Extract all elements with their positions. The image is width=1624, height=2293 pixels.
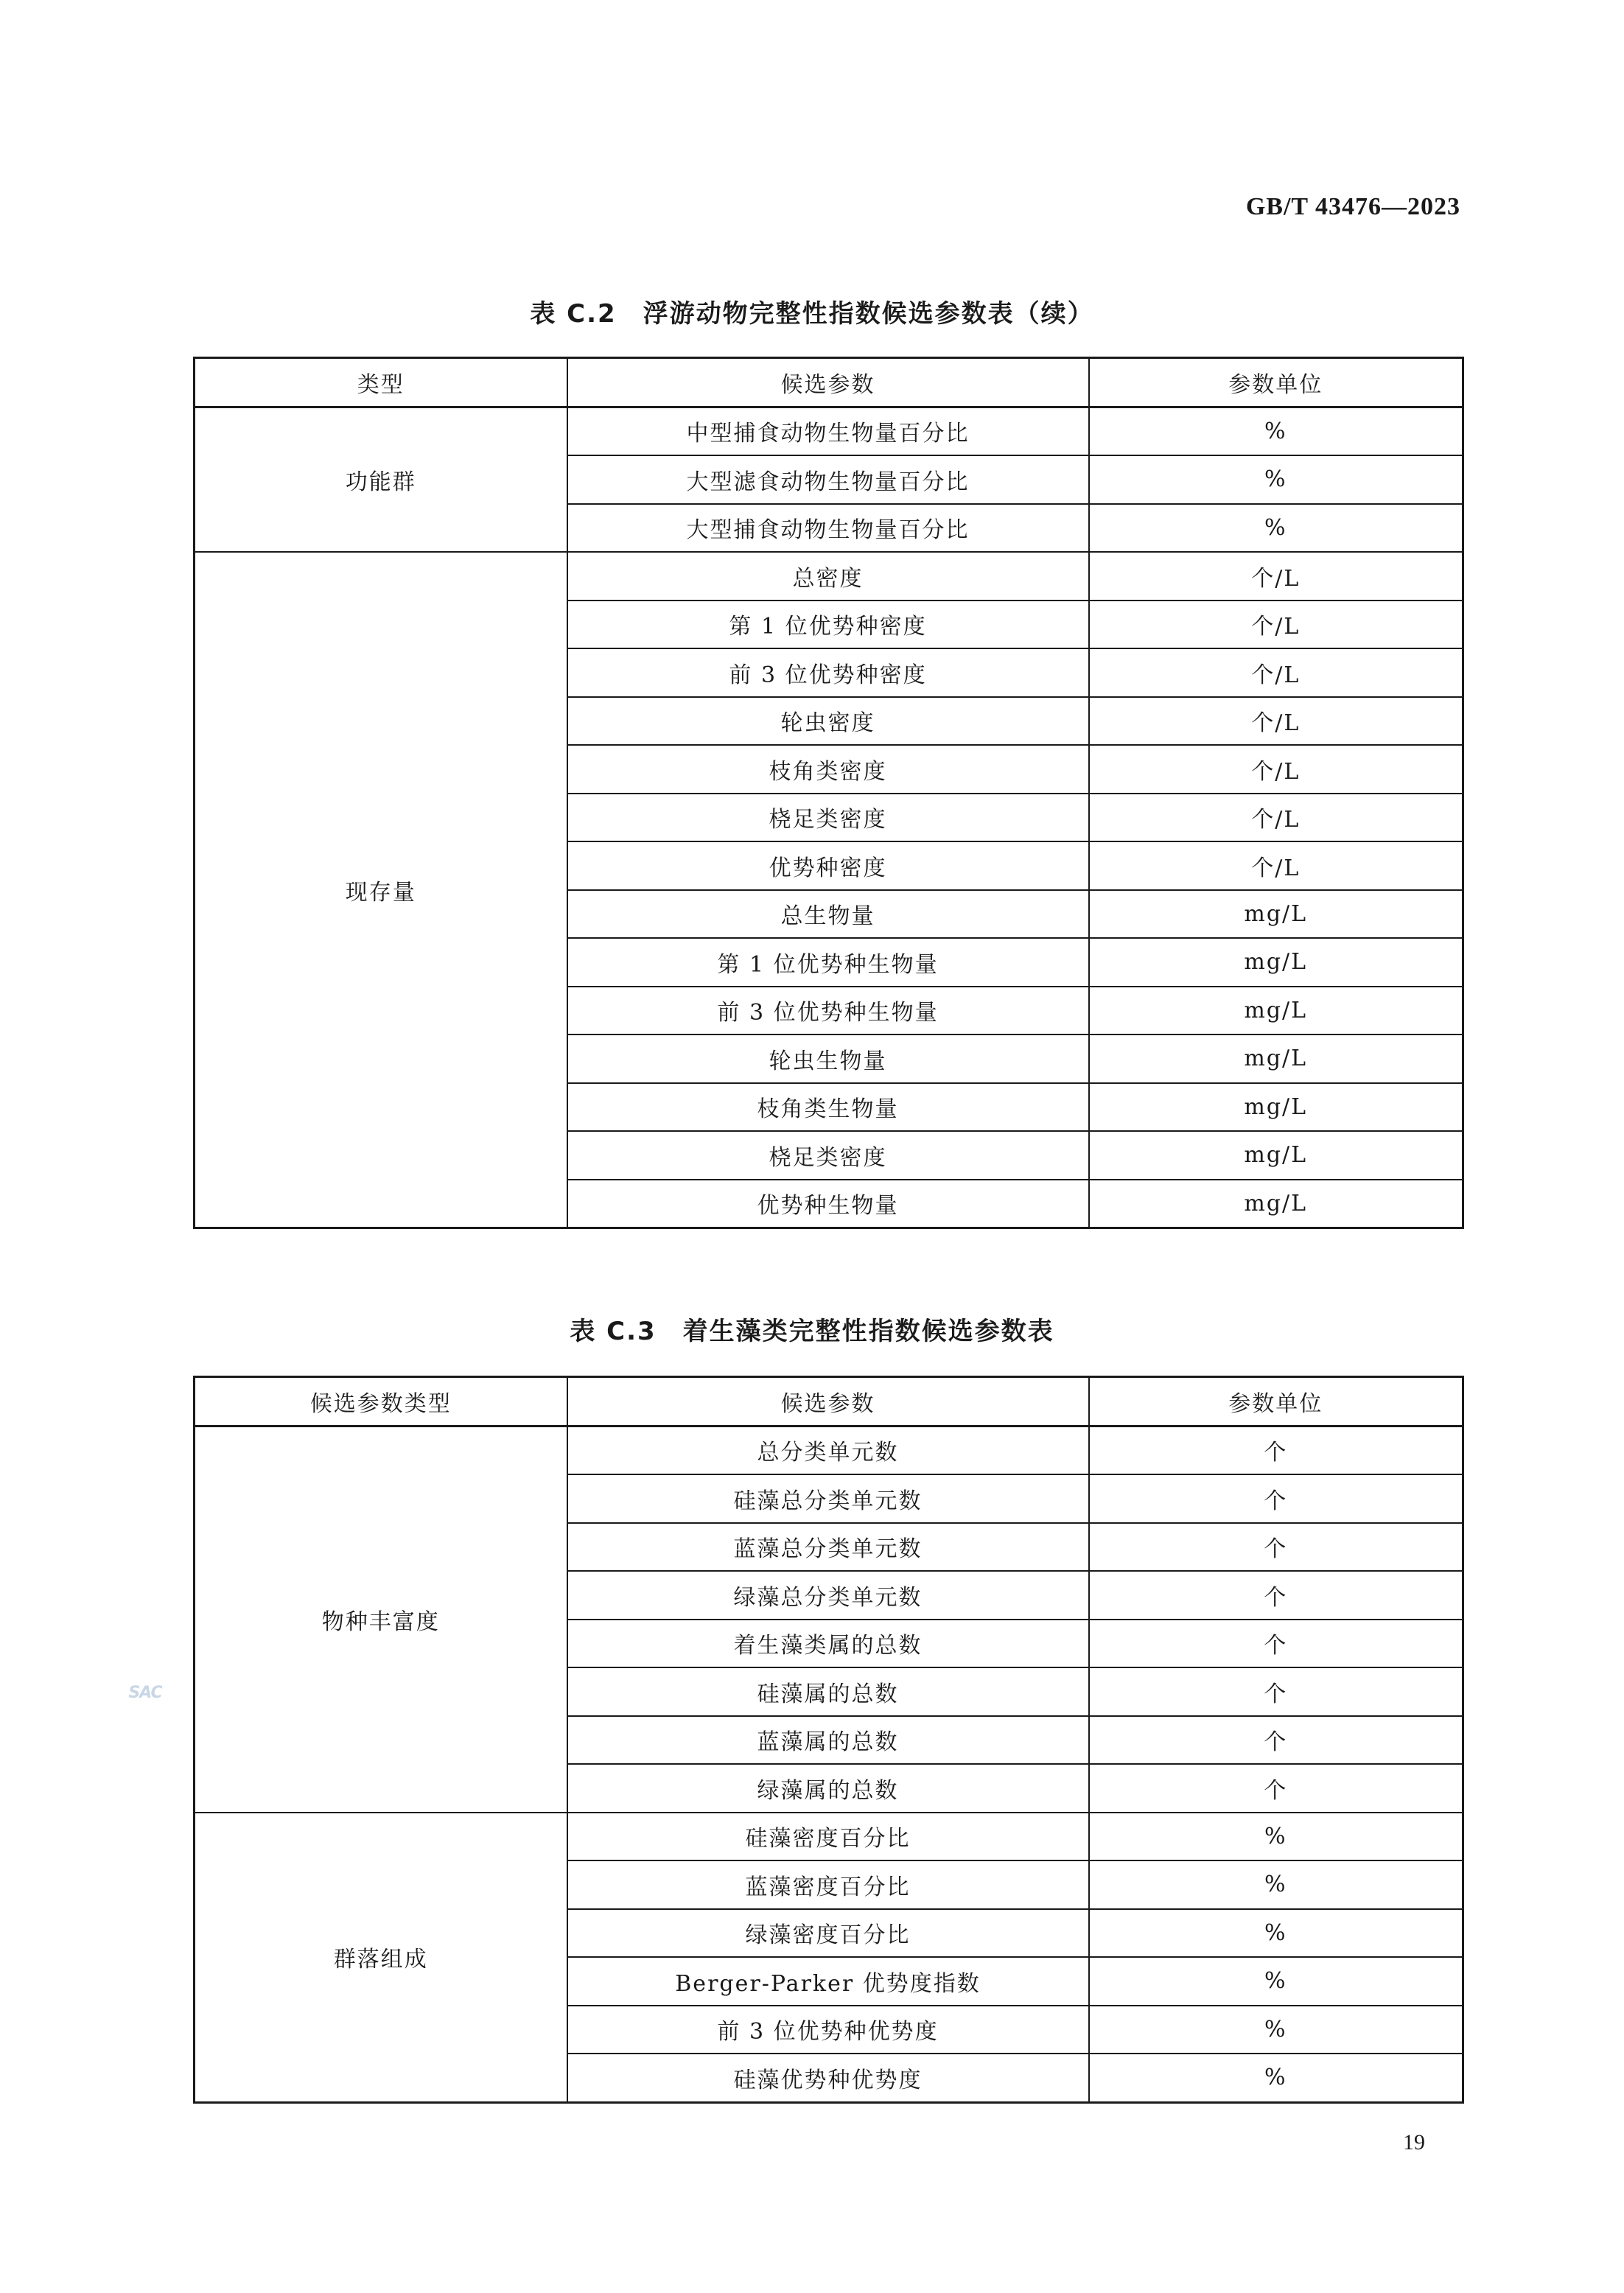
table-row <box>195 552 1463 601</box>
unit-cell: mg/L <box>1089 938 1463 987</box>
param-cell: 大型滤食动物生物量百分比 <box>567 455 1089 504</box>
unit-cell: mg/L <box>1089 890 1463 939</box>
param-cell: 绿藻总分类单元数 <box>567 1571 1089 1620</box>
param-cell: 硅藻总分类单元数 <box>567 1474 1089 1523</box>
unit-cell: mg/L <box>1089 1035 1463 1083</box>
param-cell: 轮虫生物量 <box>567 1035 1089 1083</box>
unit-cell: % <box>1089 1909 1463 1958</box>
param-cell: 前 3 位优势种优势度 <box>567 2006 1089 2054</box>
param-cell: 大型捕食动物生物量百分比 <box>567 504 1089 553</box>
unit-cell: 个 <box>1089 1426 1463 1474</box>
table-header-row <box>195 358 1463 407</box>
category-cell: 现存量 <box>195 552 567 1228</box>
header-param: 候选参数 <box>567 1377 1089 1426</box>
param-cell: 硅藻属的总数 <box>567 1667 1089 1716</box>
unit-cell: 个 <box>1089 1474 1463 1523</box>
param-cell: 前 3 位优势种生物量 <box>567 987 1089 1035</box>
param-cell: 蓝藻总分类单元数 <box>567 1523 1089 1572</box>
unit-cell: % <box>1089 1813 1463 1861</box>
param-cell: 优势种密度 <box>567 841 1089 890</box>
param-cell: 蓝藻属的总数 <box>567 1716 1089 1765</box>
header-unit: 参数单位 <box>1089 358 1463 407</box>
unit-cell: mg/L <box>1089 1131 1463 1180</box>
unit-cell: 个 <box>1089 1764 1463 1813</box>
param-cell: 总分类单元数 <box>567 1426 1089 1474</box>
param-cell: 总密度 <box>567 552 1089 601</box>
unit-cell: 个/L <box>1089 552 1463 601</box>
unit-cell: % <box>1089 1957 1463 2006</box>
unit-cell: mg/L <box>1089 1180 1463 1228</box>
unit-cell: mg/L <box>1089 1083 1463 1132</box>
unit-cell: 个/L <box>1089 601 1463 649</box>
unit-cell: 个 <box>1089 1667 1463 1716</box>
unit-cell: % <box>1089 504 1463 553</box>
param-cell: 枝角类密度 <box>567 745 1089 794</box>
unit-cell: 个/L <box>1089 841 1463 890</box>
header-unit: 参数单位 <box>1089 1377 1463 1426</box>
param-cell: 轮虫密度 <box>567 697 1089 746</box>
param-cell: 第 1 位优势种密度 <box>567 601 1089 649</box>
document-code: GB/T 43476—2023 <box>1245 193 1460 220</box>
unit-cell: 个 <box>1089 1620 1463 1668</box>
param-cell: 桡足类密度 <box>567 794 1089 842</box>
param-cell: 中型捕食动物生物量百分比 <box>567 407 1089 455</box>
unit-cell: 个 <box>1089 1523 1463 1572</box>
param-cell: 蓝藻密度百分比 <box>567 1860 1089 1909</box>
unit-cell: mg/L <box>1089 987 1463 1035</box>
unit-cell: % <box>1089 407 1463 455</box>
category-cell: 物种丰富度 <box>195 1426 567 1813</box>
page-number: 19 <box>1403 2130 1425 2154</box>
table-c2 <box>193 357 1464 1229</box>
header-type: 候选参数类型 <box>195 1377 567 1426</box>
param-cell: 第 1 位优势种生物量 <box>567 938 1089 987</box>
param-cell: Berger-Parker 优势度指数 <box>567 1957 1089 2006</box>
category-cell: 功能群 <box>195 407 567 552</box>
header-type: 类型 <box>195 358 567 407</box>
unit-cell: 个 <box>1089 1571 1463 1620</box>
unit-cell: 个 <box>1089 1716 1463 1765</box>
param-cell: 枝角类生物量 <box>567 1083 1089 1132</box>
param-cell: 硅藻优势种优势度 <box>567 2054 1089 2102</box>
unit-cell: 个/L <box>1089 648 1463 697</box>
category-cell: 群落组成 <box>195 1813 567 2103</box>
table-row <box>195 407 1463 455</box>
unit-cell: 个/L <box>1089 745 1463 794</box>
param-cell: 优势种生物量 <box>567 1180 1089 1228</box>
unit-cell: % <box>1089 2054 1463 2102</box>
table-header-row <box>195 1377 1463 1426</box>
table-c2-caption: 表 C.2 浮游动物完整性指数候选参数表（续） <box>530 299 1094 329</box>
table-row <box>195 1813 1463 1861</box>
param-cell: 桡足类密度 <box>567 1131 1089 1180</box>
header-param: 候选参数 <box>567 358 1089 407</box>
unit-cell: 个/L <box>1089 794 1463 842</box>
param-cell: 总生物量 <box>567 890 1089 939</box>
unit-cell: % <box>1089 2006 1463 2054</box>
param-cell: 绿藻属的总数 <box>567 1764 1089 1813</box>
sac-watermark-logo: SAC <box>128 1683 162 1702</box>
table-row <box>195 1426 1463 1474</box>
table-c3-caption: 表 C.3 着生藻类完整性指数候选参数表 <box>570 1317 1054 1346</box>
param-cell: 前 3 位优势种密度 <box>567 648 1089 697</box>
param-cell: 绿藻密度百分比 <box>567 1909 1089 1958</box>
param-cell: 硅藻密度百分比 <box>567 1813 1089 1861</box>
unit-cell: % <box>1089 455 1463 504</box>
table-c3 <box>193 1376 1464 2104</box>
unit-cell: 个/L <box>1089 697 1463 746</box>
param-cell: 着生藻类属的总数 <box>567 1620 1089 1668</box>
unit-cell: % <box>1089 1860 1463 1909</box>
